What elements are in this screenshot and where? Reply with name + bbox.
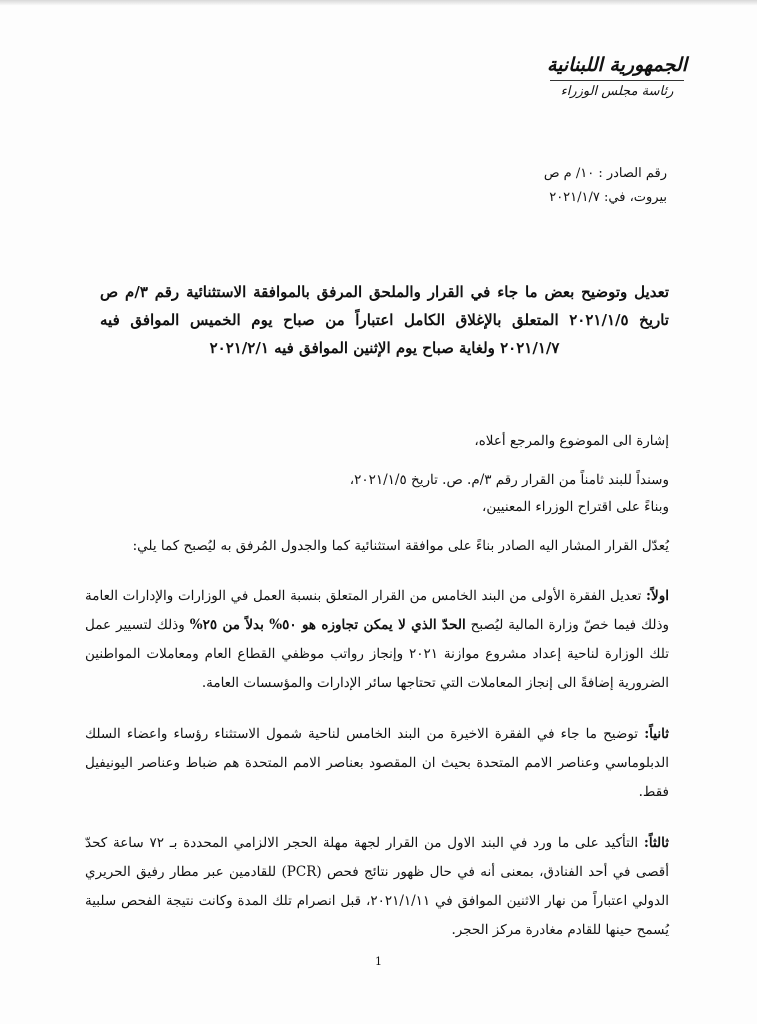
letterhead-divider <box>550 80 684 81</box>
clause-first-text-b: وذلك لتسيير عمل تلك الوزارة لناحية إعداد مشروع موازنة ٢٠٢١ وإنجاز رواتب موظفي القطاع العام ومعاملات المواطنين الضرورية إضافةً الى إنجاز المعاملات التي تحتاجها سائر الإدارات والمؤسسات العامة. <box>85 617 669 691</box>
page-number: 1 <box>375 955 382 968</box>
preamble-line-1: إشارة الى الموضوع والمرجع أعلاه، <box>474 433 669 449</box>
preamble-line-3: وبناءً على اقتراح الوزراء المعنيين، <box>482 499 669 515</box>
scan-edge <box>0 0 757 6</box>
letterhead-republic: الجمهورية اللبنانية <box>547 54 687 76</box>
decision-intro: يُعدّل القرار المشار اليه الصادر بناءً على موافقة استثنائية كما والجدول المُرفق به ليُصبح كما يلي: <box>132 538 669 554</box>
reference-block <box>544 162 667 210</box>
reference-place-date: بيروت، في: ٢٠٢١/١/٧ <box>549 190 667 205</box>
letterhead-presidency: رئاسة مجلس الوزراء <box>560 84 674 99</box>
clause-first-label: اولاً: <box>646 588 669 604</box>
clause-second-text: توضيح ما جاء في الفقرة الاخيرة من البند الخامس لناحية شمول الاستثناء رؤساء واعضاء السلك الدبلوماسي وعناصر الامم المتحدة بحيث ان المقصود بعناصر الامم المتحدة هم ضباط وعناصر اليونيفيل فقط. <box>85 726 669 800</box>
preamble-line-2: وسنداً للبند ثامناً من القرار رقم ٣/م. ص. تاريخ ٢٠٢١/١/٥، <box>349 472 669 488</box>
document-body <box>85 428 669 945</box>
subject-heading: تعديل وتوضيح بعض ما جاء في القرار والملحق المرفق بالموافقة الاستثنائية رقم ٣/م ص تاريخ ٢٠٢١/١/٥ المتعلق بالإغلاق الكامل اعتباراً من صباح يوم الخميس الموافق فيه ٢٠٢١/١/٧ ولغاية صباح يوم الإثنين الموافق فيه ٢٠٢١/٢/١ <box>100 283 670 357</box>
reference-number: رقم الصادر : ١٠/ م ص <box>543 166 667 181</box>
clause-third-label: ثالثاً: <box>643 835 669 851</box>
clause-second-label: ثانياً: <box>644 726 669 742</box>
clause-third <box>85 829 669 945</box>
clause-second <box>85 720 669 807</box>
clause-first-text-bold: الحدّ الذي لا يمكن تجاوزه هو ٥٠% بدلاً من ٢٥% <box>189 617 466 633</box>
clause-first-text-a: تعديل الفقرة الأولى من البند الخامس من القرار المتعلق بنسبة العمل في الوزارات والإدارات العامة وذلك فيما خصّ وزارة المالية ليُصبح <box>85 588 670 633</box>
letterhead <box>532 52 702 101</box>
clause-first <box>85 582 669 698</box>
clause-third-text: التأكيد على ما ورد في البند الاول من القرار لجهة مهلة الحجر الالزامي المحددة بـ ٧٢ ساعة كحدّ أقصى في أحد الفنادق، بمعنى أنه في حال ظهور نتائج فحص (PCR) للقادمين عبر مطار رفيق الحريري الدولي اعتباراً من نهار الاثنين الموافق في ٢٠٢١/١/١١، قبل انصرام تلك المدة وكانت نتيجة الفحص سلبية يُسمح حينها للقادم مغادرة مركز الحجر. <box>85 835 669 938</box>
